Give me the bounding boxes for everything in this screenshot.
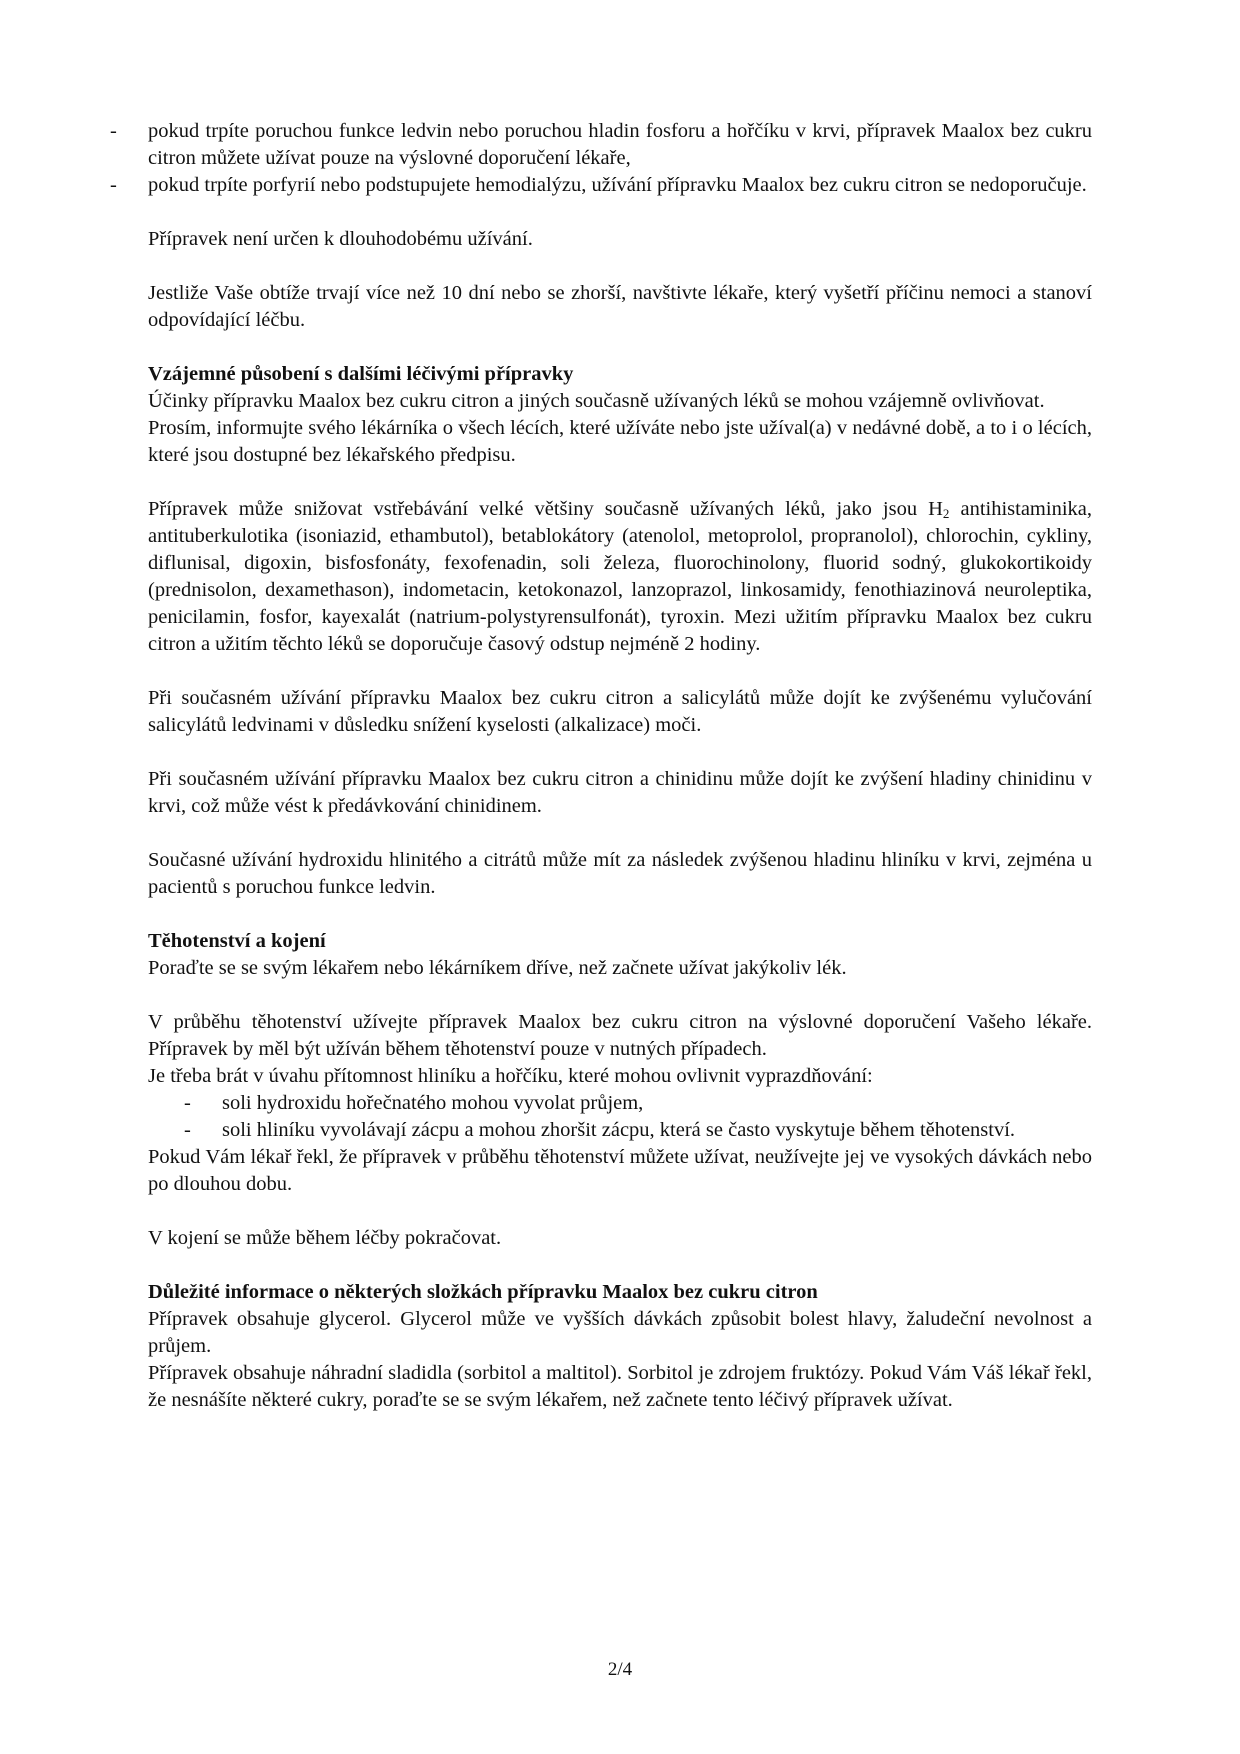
paragraph: Poraďte se se svým lékařem nebo lékárníkem dříve, než začnete užívat jakýkoliv lék.	[148, 957, 847, 979]
pregnancy-list	[148, 1090, 1092, 1144]
paragraph: Současné užívání hydroxidu hlinitého a citrátů může mít za následek zvýšenou hladinu hliníku v krvi, zejména u pacientů s poruchou funkce ledvin.	[148, 849, 1092, 898]
list-item-text: pokud trpíte porfyrií nebo podstupujete hemodialýzu, užívání přípravku Maalox bez cukru citron se nedoporučuje.	[148, 174, 1087, 196]
contraindication-list	[110, 118, 1092, 199]
list-item-text: soli hliníku vyvolávají zácpu a mohou zhoršit zácpu, která se často vyskytuje během těhotenství.	[222, 1119, 1016, 1141]
paragraph: Prosím, informujte svého lékárníka o všech lécích, které užíváte nebo jste užíval(a) v nedávné době, a to i o lécích, které jsou dostupné bez lékařského předpisu.	[148, 417, 1092, 466]
section-heading-pregnancy: Těhotenství a kojení	[148, 930, 326, 952]
text-run: Přípravek může snižovat vstřebávání velké většiny současně užívaných léků, jako jsou H	[148, 498, 943, 520]
paragraph: Je třeba brát v úvahu přítomnost hliníku a hořčíku, které mohou ovlivnit vyprazdňování:	[148, 1065, 873, 1087]
paragraph: Při současném užívání přípravku Maalox bez cukru citron a salicylátů může dojít ke zvýšenému vylučování salicylátů ledvinami v důsledku snížení kyselosti (alkalizace) moči.	[148, 687, 1092, 736]
dash-bullet: -	[110, 174, 117, 196]
list-item	[148, 1117, 1092, 1144]
paragraph-not-long-term: Přípravek není určen k dlouhodobému užívání.	[148, 228, 533, 250]
subscript: 2	[942, 506, 950, 521]
section-heading-ingredients: Důležité informace o některých složkách přípravku Maalox bez cukru citron	[148, 1281, 818, 1303]
list-item-text: pokud trpíte poruchou funkce ledvin nebo poruchou hladin fosforu a hořčíku v krvi, přípravek Maalox bez cukru citron můžete užívat pouze na výslovné doporučení lékaře,	[148, 120, 1092, 169]
paragraph: V kojení se může během léčby pokračovat.	[148, 1227, 502, 1249]
paragraph: Přípravek obsahuje glycerol. Glycerol může ve vyšších dávkách způsobit bolest hlavy, žaludeční nevolnost a průjem.	[148, 1308, 1092, 1357]
list-item	[148, 1090, 1092, 1117]
paragraph: Přípravek obsahuje náhradní sladidla (sorbitol a maltitol). Sorbitol je zdrojem fruktózy. Pokud Vám Váš lékař řekl, že nesnášíte některé cukry, poraďte se se svým lékařem, než začnete tento léčivý přípravek užívat.	[148, 1362, 1092, 1411]
text-run: antihistaminika, antituberkulotika (isoniazid, ethambutol), betablokátory (atenolol, metoprolol, propranolol), chlorochin, cykliny, diflunisal, digoxin, bisfosfonáty, fexofenadin, soli železa, fluorochinolony, fluorid sodný, glukokortikoidy (prednisolon, dexamethason), indometacin, ketokonazol, lanzoprazol, linkosamidy, fenothiazinová neuroleptika, penicilamin, fosfor, kayexalát (natrium-polystyrensulfonát), tyroxin. Mezi užitím přípravku Maalox bez cukru citron a užitím těchto léků se doporučuje časový odstup nejméně 2 hodiny.	[148, 498, 1092, 655]
paragraph-see-doctor: Jestliže Vaše obtíže trvají více než 10 dní nebo se zhorší, navštivte lékaře, který vyšetří příčinu nemoci a stanoví odpovídající léčbu.	[148, 282, 1092, 331]
paragraph-absorption	[148, 496, 1092, 658]
list-item	[110, 172, 1092, 199]
document-page	[110, 118, 1092, 1414]
section-heading-interactions: Vzájemné působení s dalšími léčivými přípravky	[148, 363, 574, 385]
list-item	[110, 118, 1092, 172]
paragraph: Při současném užívání přípravku Maalox bez cukru citron a chinidinu může dojít ke zvýšení hladiny chinidinu v krvi, což může vést k předávkování chinidinem.	[148, 768, 1092, 817]
list-item-text: soli hydroxidu hořečnatého mohou vyvolat průjem,	[222, 1092, 644, 1114]
paragraph: Pokud Vám lékař řekl, že přípravek v průběhu těhotenství můžete užívat, neužívejte jej ve vysokých dávkách nebo po dlouhou dobu.	[148, 1146, 1092, 1195]
dash-bullet: -	[184, 1092, 191, 1114]
paragraph: V průběhu těhotenství užívejte přípravek Maalox bez cukru citron na výslovné doporučení Vašeho lékaře. Přípravek by měl být užíván během těhotenství pouze v nutných případech.	[148, 1011, 1092, 1060]
page-number: 2/4	[607, 1659, 633, 1680]
dash-bullet: -	[110, 120, 117, 142]
dash-bullet: -	[184, 1119, 191, 1141]
paragraph: Účinky přípravku Maalox bez cukru citron a jiných současně užívaných léků se mohou vzájemně ovlivňovat.	[148, 390, 1045, 412]
